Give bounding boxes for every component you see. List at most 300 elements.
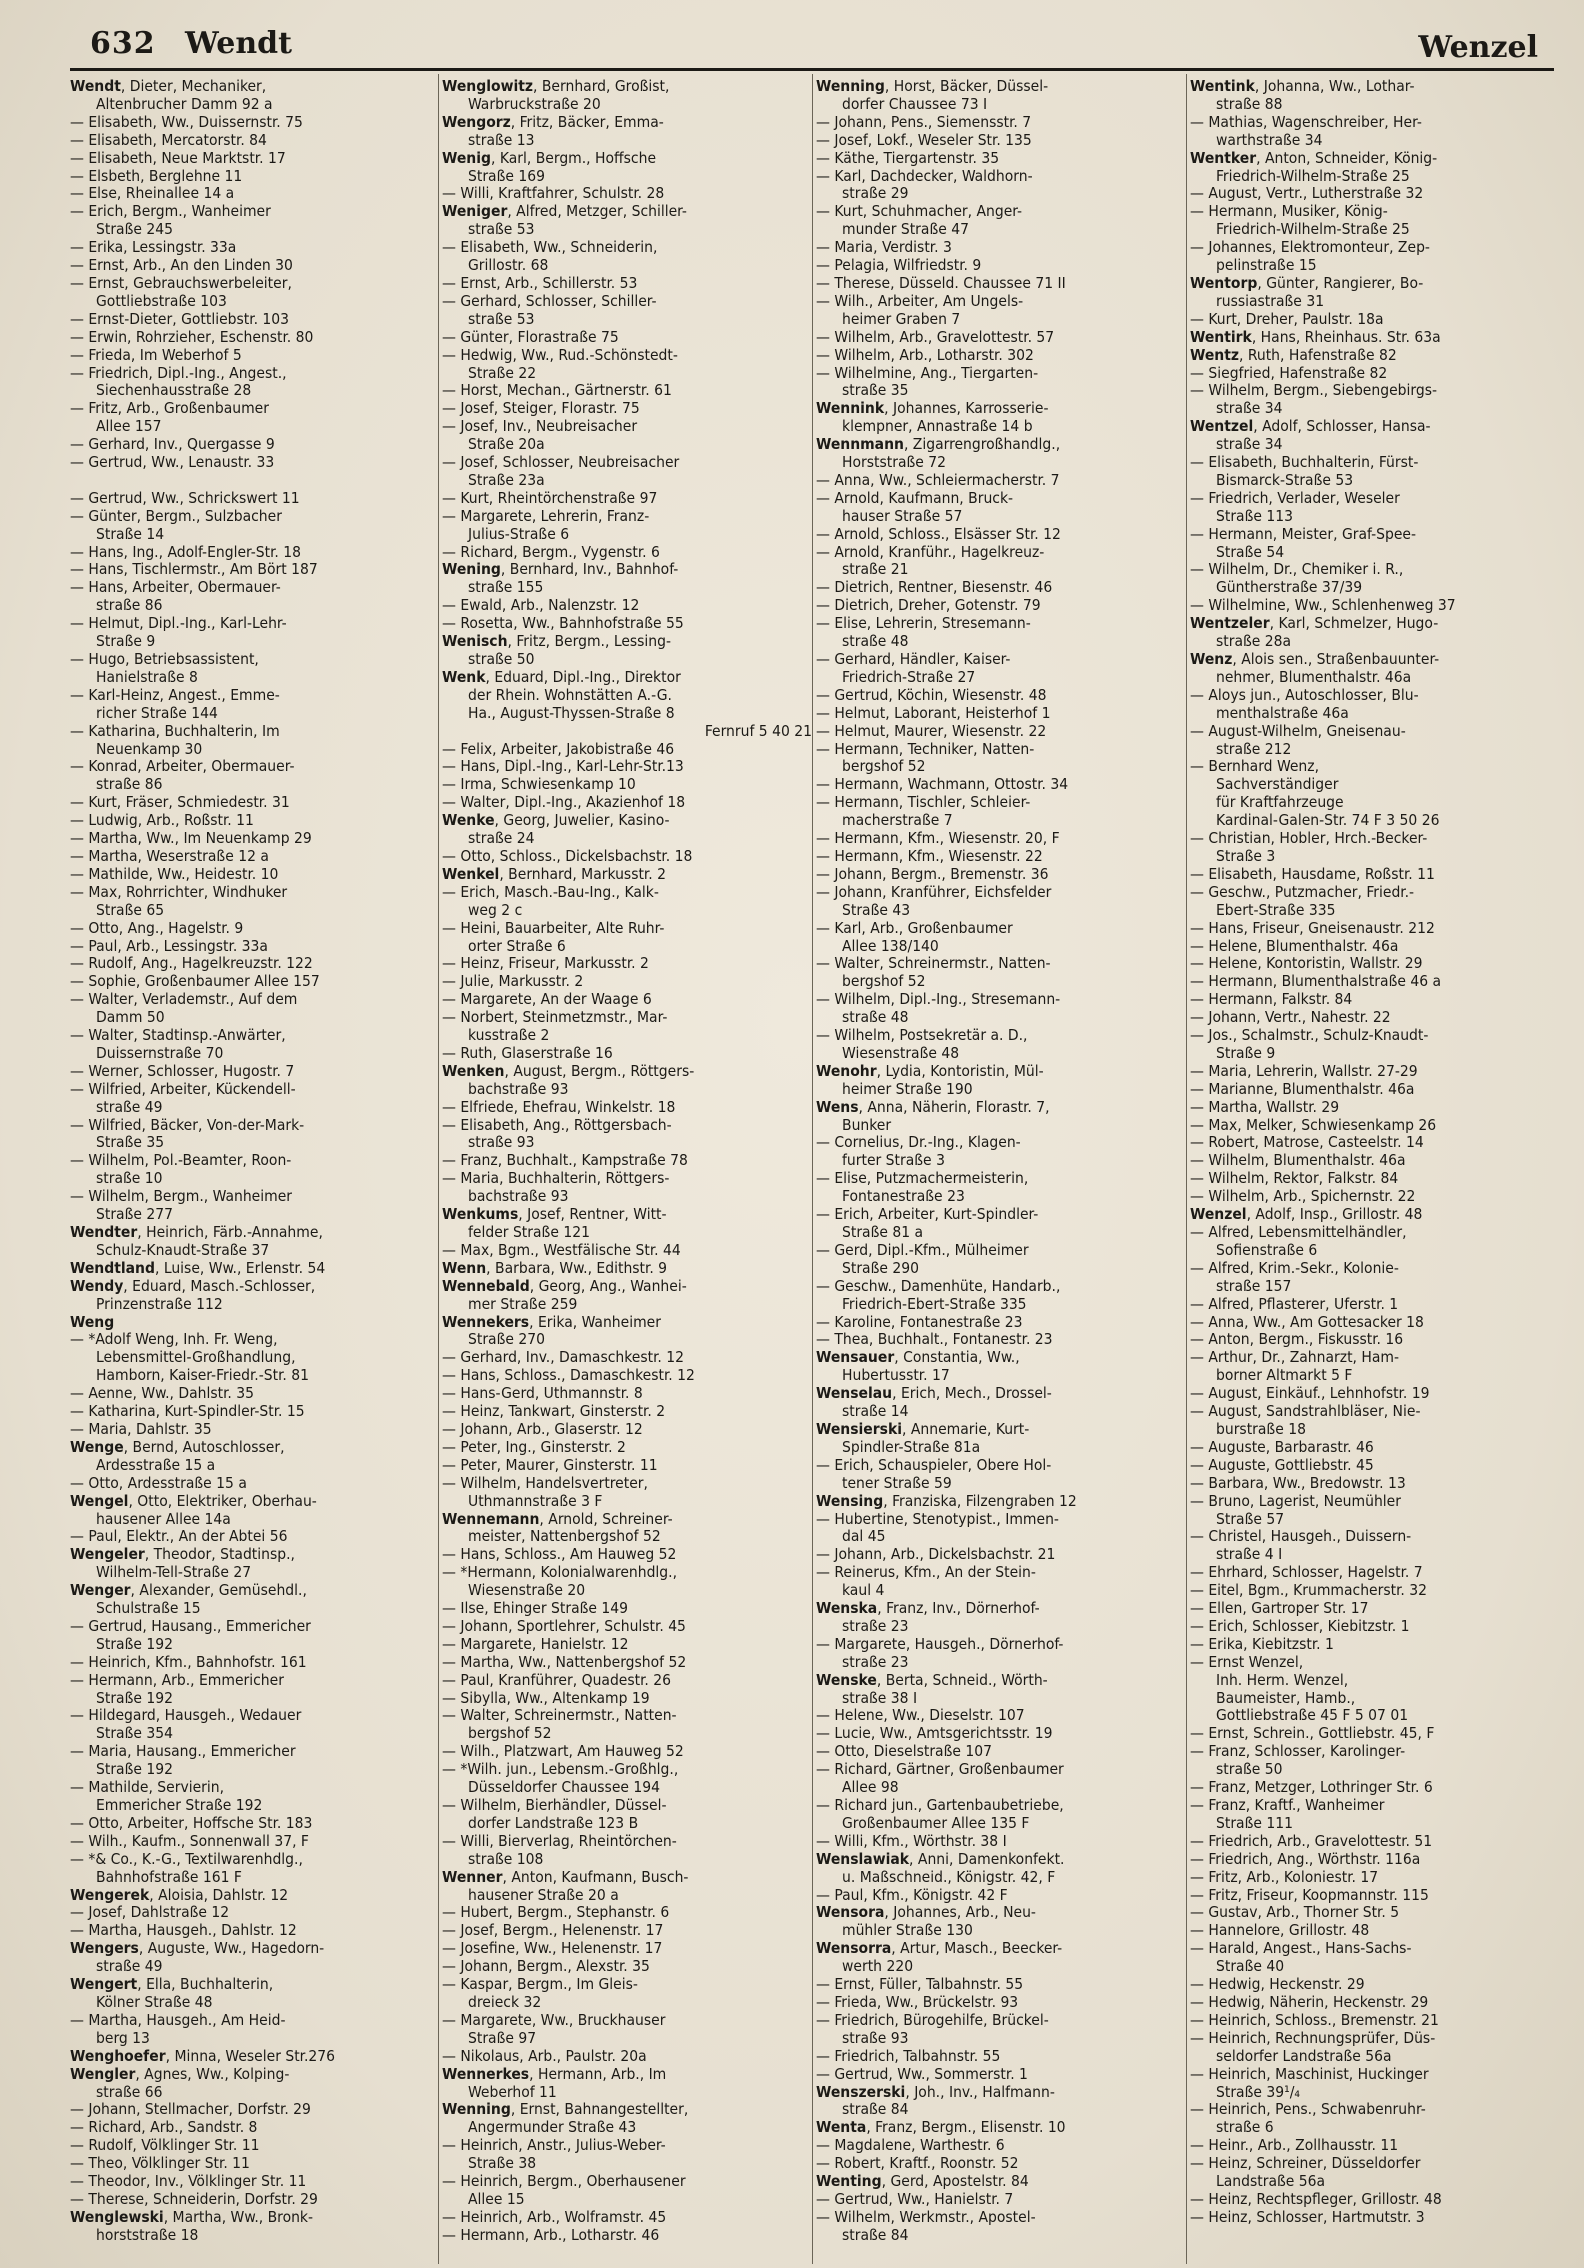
directory-line: — Norbert, Steinmetzmstr., Mar- xyxy=(442,1008,668,1027)
directory-line: Güntherstraße 37/39 xyxy=(1216,578,1363,597)
directory-column-3 xyxy=(816,78,1190,2266)
directory-line: straße 66 xyxy=(96,2082,163,2101)
directory-line: bachstraße 93 xyxy=(468,1187,569,1206)
directory-line: — Karl, Dachdecker, Waldhorn- xyxy=(816,166,1033,185)
directory-line: Wenslawiak, Anni, Damenkonfekt. xyxy=(816,1849,1065,1868)
directory-line: — *& Co., K.-G., Textilwarenhdlg., xyxy=(70,1849,303,1868)
directory-line: — Helmut, Laborant, Heisterhof 1 xyxy=(816,703,1051,722)
directory-line: — Gertrud, Köchin, Wiesenstr. 48 xyxy=(816,685,1047,704)
directory-line: — Frieda, Im Weberhof 5 xyxy=(70,345,242,364)
directory-line: — Hans, Tischlermstr., Am Bört 187 xyxy=(70,560,318,579)
directory-line: Weberhof 11 xyxy=(468,2082,557,2101)
directory-line: Wenk, Eduard, Dipl.-Ing., Direktor xyxy=(442,667,681,686)
directory-line: — Heinz, Schlosser, Hartmutstr. 3 xyxy=(1190,2207,1425,2226)
directory-line: — Marianne, Blumenthalstr. 46a xyxy=(1190,1079,1415,1098)
directory-line: Wenting, Gerd, Apostelstr. 84 xyxy=(816,2172,1029,2191)
directory-line: Sachverständiger xyxy=(1216,775,1339,794)
directory-line: — Kurt, Schuhmacher, Anger- xyxy=(816,202,1023,221)
directory-line: straße 34 xyxy=(1216,399,1283,418)
directory-line: macherstraße 7 xyxy=(842,811,953,830)
directory-line: heimer Straße 190 xyxy=(842,1079,973,1098)
directory-line: Wenig, Karl, Bergm., Hoffsche xyxy=(442,148,657,167)
directory-line: — Gertrud, Ww., Hanielstr. 7 xyxy=(816,2189,1014,2208)
directory-line: Wenz, Alois sen., Straßenbauunter- xyxy=(1190,650,1440,668)
directory-line: Wentker, Anton, Schneider, König- xyxy=(1190,148,1438,167)
directory-line: — Wilfried, Arbeiter, Kückendell- xyxy=(70,1079,296,1098)
directory-line: — Walter, Schreinermstr., Natten- xyxy=(442,1706,677,1725)
directory-line: Wenning, Horst, Bäcker, Düssel- xyxy=(816,78,1049,95)
directory-line: — Therese, Schneiderin, Dorfstr. 29 xyxy=(70,2189,318,2208)
directory-line: klempner, Annastraße 14 b xyxy=(842,417,1033,436)
directory-line: Spindler-Straße 81a xyxy=(842,1437,981,1456)
directory-line: Wensing, Franziska, Filzengraben 12 xyxy=(816,1491,1077,1510)
directory-line: — Martha, Hausgeh., Am Heid- xyxy=(70,2010,286,2029)
directory-line: Straße 43 xyxy=(842,900,911,919)
directory-line: — Fritz, Friseur, Koopmannstr. 115 xyxy=(1190,1885,1429,1904)
directory-line: — Johann, Kranführer, Eichsfelder xyxy=(816,882,1052,901)
directory-line: straße 28a xyxy=(1216,632,1292,651)
directory-line: — Heinrich, Maschinist, Huckinger xyxy=(1190,2064,1429,2083)
directory-line: Friedrich-Straße 27 xyxy=(842,667,976,686)
directory-line: — Alfred, Krim.-Sekr., Kolonie- xyxy=(1190,1258,1399,1277)
directory-line: — Elisabeth, Buchhalterin, Fürst- xyxy=(1190,453,1419,472)
directory-line: — Gerhard, Schlosser, Schiller- xyxy=(442,291,657,310)
directory-line: — Josef, Schlosser, Neubreisacher xyxy=(442,453,680,472)
directory-line: — Elisabeth, Ang., Röttgersbach- xyxy=(442,1115,672,1134)
directory-line: — Gertrud, Ww., Sommerstr. 1 xyxy=(816,2064,1028,2083)
directory-line: — Otto, Dieselstraße 107 xyxy=(816,1742,992,1761)
directory-line: — Irma, Schwiesenkamp 10 xyxy=(442,775,636,794)
directory-line: — Heini, Bauarbeiter, Alte Ruhr- xyxy=(442,918,665,937)
directory-line: Straße 270 xyxy=(468,1330,546,1349)
directory-line: — Ellen, Gartroper Str. 17 xyxy=(1190,1599,1369,1618)
directory-line: — Margarete, Lehrerin, Franz- xyxy=(442,506,650,525)
directory-line: — Rudolf, Ang., Hagelkreuzstr. 122 xyxy=(70,954,313,973)
directory-line: Emmericher Straße 192 xyxy=(96,1796,263,1814)
directory-line: — Hermann, Arb., Emmericher xyxy=(70,1670,284,1689)
directory-line: — Geschw., Putzmacher, Friedr.- xyxy=(1190,882,1415,901)
directory-line: Straße 3 xyxy=(1216,846,1276,865)
directory-line: Großenbaumer Allee 135 F xyxy=(842,1813,1030,1832)
directory-line: — Alfred, Lebensmittelhändler, xyxy=(1190,1223,1407,1241)
directory-line: — Friedrich, Dipl.-Ing., Angest., xyxy=(70,363,287,382)
directory-line: Straße 111 xyxy=(1216,1813,1294,1832)
directory-line: — Peter, Ing., Ginsterstr. 2 xyxy=(442,1437,626,1456)
directory-line: — Wilhelm, Dipl.-Ing., Stresemann- xyxy=(816,990,1061,1009)
directory-line: — Theo, Völklinger Str. 11 xyxy=(70,2154,250,2173)
directory-line: — Johannes, Elektromonteur, Zep- xyxy=(1190,238,1430,257)
directory-line: — Wilhelm, Werkmstr., Apostel- xyxy=(816,2207,1036,2226)
directory-line: — Paul, Kranführer, Quadestr. 26 xyxy=(442,1670,672,1689)
directory-line: straße 53 xyxy=(468,309,535,328)
directory-line: Wenzel, Adolf, Insp., Grillostr. 48 xyxy=(1190,1205,1423,1224)
directory-line: Wenning, Ernst, Bahnangestellter, xyxy=(442,2100,689,2119)
directory-line: — Walter, Verlademstr., Auf dem xyxy=(70,990,298,1009)
directory-line: straße 10 xyxy=(96,1169,163,1188)
directory-line: Straße 39¹/₄ xyxy=(1216,2082,1301,2101)
directory-line: — Ernst, Füller, Talbahnstr. 55 xyxy=(816,1975,1024,1994)
directory-line: Allee 138/140 xyxy=(842,936,939,955)
directory-line: — Wilh., Platzwart, Am Hauweg 52 xyxy=(442,1742,684,1761)
directory-line: Straße 169 xyxy=(468,166,546,185)
directory-line: — Ewald, Arb., Nalenzstr. 12 xyxy=(442,596,640,615)
directory-line: — Maria, Hausang., Emmericher xyxy=(70,1742,296,1761)
directory-line: — Gerhard, Inv., Damaschkestr. 12 xyxy=(442,1348,684,1367)
directory-line: — Mathias, Wagenschreiber, Her- xyxy=(1190,112,1422,131)
directory-line: dorfer Landstraße 123 B xyxy=(468,1813,639,1832)
directory-line: — Dietrich, Dreher, Gotenstr. 79 xyxy=(816,596,1041,615)
directory-line: hausener Straße 20 a xyxy=(468,1885,619,1904)
header-last-entry: Wenzel xyxy=(1418,30,1538,65)
directory-line: — Gertrud, Ww., Lenaustr. 33 xyxy=(70,453,275,472)
directory-line: — Ehrhard, Schlosser, Hagelstr. 7 xyxy=(1190,1563,1423,1582)
directory-line: bergshof 52 xyxy=(842,757,926,776)
directory-line: orter Straße 6 xyxy=(468,936,566,955)
directory-line: — Wilhelm, Bergm., Wanheimer xyxy=(70,1187,293,1206)
directory-line: — Josef, Inv., Neubreisacher xyxy=(442,417,638,436)
directory-line: Wenken, August, Bergm., Röttgers- xyxy=(442,1061,695,1080)
directory-line: Landstraße 56a xyxy=(1216,2172,1326,2191)
directory-line: straße 23 xyxy=(842,1652,909,1671)
directory-line: Weniger, Alfred, Metzger, Schiller- xyxy=(442,202,687,221)
directory-line: — Katharina, Buchhalterin, Im xyxy=(70,721,280,740)
directory-line: — Heinz, Tankwart, Ginsterstr. 2 xyxy=(442,1402,666,1421)
directory-line: Gottliebstraße 45 F 5 07 01 xyxy=(1216,1706,1409,1725)
directory-line: Straße 57 xyxy=(1216,1509,1285,1528)
directory-line: — Wilfried, Bäcker, Von-der-Mark- xyxy=(70,1115,305,1134)
directory-line: — Wilhelm, Blumenthalstr. 46a xyxy=(1190,1151,1406,1170)
directory-line: — Heinrich, Bergm., Oberhausener xyxy=(442,2172,686,2191)
directory-line: Straße 65 xyxy=(96,900,165,919)
directory-line: — Eitel, Bgm., Krummacherstr. 32 xyxy=(1190,1581,1428,1600)
directory-line: Sofienstraße 6 xyxy=(1216,1240,1318,1259)
directory-line: Straße 113 xyxy=(1216,506,1294,525)
directory-line: — Ernst Wenzel, xyxy=(1190,1652,1304,1671)
directory-line: Allee 98 xyxy=(842,1778,899,1797)
directory-line: Weng xyxy=(70,1312,115,1331)
directory-line: — Hannelore, Grillostr. 48 xyxy=(1190,1921,1370,1940)
directory-line: — Wilhelm, Bergm., Siebengebirgs- xyxy=(1190,381,1438,400)
directory-line: Friedrich-Wilhelm-Straße 25 xyxy=(1216,166,1410,185)
directory-line: Ebert-Straße 335 xyxy=(1216,900,1336,919)
directory-line: — Christel, Hausgeh., Duissern- xyxy=(1190,1527,1412,1546)
directory-line: Fontanestraße 23 xyxy=(842,1187,965,1206)
directory-line: — Friedrich, Arb., Gravelottestr. 51 xyxy=(1190,1831,1433,1850)
directory-line: — Heinrich, Schloss., Bremenstr. 21 xyxy=(1190,2010,1439,2029)
directory-line: Schulstraße 15 xyxy=(96,1599,201,1618)
directory-line: — Richard, Bergm., Vygenstr. 6 xyxy=(442,542,660,561)
directory-line: — Käthe, Tiergartenstr. 35 xyxy=(816,148,1000,167)
directory-line: Straße 290 xyxy=(842,1258,920,1277)
directory-line: — Otto, Arbeiter, Hoffsche Str. 183 xyxy=(70,1813,313,1832)
directory-line: — Anna, Ww., Am Gottesacker 18 xyxy=(1190,1312,1424,1331)
directory-line: Wening, Bernhard, Inv., Bahnhof- xyxy=(442,560,679,579)
directory-line: straße 86 xyxy=(96,775,163,794)
directory-line: warthstraße 34 xyxy=(1216,130,1323,149)
directory-line: Wentorp, Günter, Rangierer, Bo- xyxy=(1190,273,1424,292)
directory-line: Wenisch, Fritz, Bergm., Lessing- xyxy=(442,632,672,651)
directory-line: Wengeler, Theodor, Stadtinsp., xyxy=(70,1545,295,1564)
directory-line: — Gertrud, Ww., Schrickswert 11 xyxy=(70,488,300,507)
directory-line: — August-Wilhelm, Gneisenau- xyxy=(1190,721,1406,740)
directory-line: kaul 4 xyxy=(842,1581,885,1600)
directory-line: Julius-Straße 6 xyxy=(468,524,570,543)
directory-line: — Ruth, Glaserstraße 16 xyxy=(442,1043,613,1062)
directory-line: bergshof 52 xyxy=(468,1724,552,1743)
directory-line: — Wilhelm, Arb., Gravelottestr. 57 xyxy=(816,327,1055,346)
directory-line: Wenge, Bernd, Autoschlosser, xyxy=(70,1437,285,1456)
directory-line: — Hermann, Kfm., Wiesenstr. 22 xyxy=(816,846,1043,865)
directory-line: — Hubert, Bergm., Stephanstr. 6 xyxy=(442,1903,670,1922)
directory-line: — Heinz, Schreiner, Düsseldorfer xyxy=(1190,2154,1421,2173)
directory-line: straße 38 I xyxy=(842,1688,918,1707)
directory-line: — Elisabeth, Neue Marktstr. 17 xyxy=(70,148,286,167)
directory-line: Straße 277 xyxy=(96,1205,174,1224)
directory-line: Wengel, Otto, Elektriker, Oberhau- xyxy=(70,1491,317,1510)
directory-line: meister, Nattenbergshof 52 xyxy=(468,1527,661,1546)
directory-line: straße 50 xyxy=(1216,1760,1283,1779)
directory-line: Warbruckstraße 20 xyxy=(468,94,601,113)
directory-line: straße 50 xyxy=(468,650,535,668)
directory-line: Prinzenstraße 112 xyxy=(96,1294,223,1313)
directory-line: — Heinrich, Pens., Schwabenruhr- xyxy=(1190,2100,1426,2119)
directory-line: — Max, Melker, Schwiesenkamp 26 xyxy=(1190,1115,1437,1134)
page-header xyxy=(70,22,1558,74)
directory-line: borner Altmarkt 5 F xyxy=(1216,1366,1353,1385)
directory-line: — Helene, Ww., Dieselstr. 107 xyxy=(816,1706,1025,1725)
directory-line: Wennmann, Zigarrengroßhandlg., xyxy=(816,435,1061,454)
directory-line: Wendt, Dieter, Mechaniker, xyxy=(70,78,267,95)
directory-line: — Hermann, Blumenthalstraße 46 a xyxy=(1190,972,1442,991)
directory-line: heimer Graben 7 xyxy=(842,309,961,328)
directory-line: Wensauer, Constantia, Ww., xyxy=(816,1348,1020,1367)
directory-line: Wenselau, Erich, Mech., Drossel- xyxy=(816,1384,1052,1403)
directory-line: straße 88 xyxy=(1216,94,1283,113)
directory-line: — Hermann, Falkstr. 84 xyxy=(1190,990,1353,1009)
directory-line: — Heinrich, Rechnungsprüfer, Düs- xyxy=(1190,2028,1436,2047)
directory-line: Wengerek, Aloisia, Dahlstr. 12 xyxy=(70,1885,289,1904)
directory-line: — Siegfried, Hafenstraße 82 xyxy=(1190,363,1388,382)
directory-line: — Jos., Schalmstr., Schulz-Knaudt- xyxy=(1190,1026,1429,1045)
directory-line: Wentink, Johanna, Ww., Lothar- xyxy=(1190,78,1415,95)
directory-line: straße 84 xyxy=(842,2100,909,2119)
directory-line: — Magdalene, Warthestr. 6 xyxy=(816,2136,1005,2155)
directory-line: — Walter, Dipl.-Ing., Akazienhof 18 xyxy=(442,793,686,812)
directory-line: — Erika, Kiebitzstr. 1 xyxy=(1190,1634,1334,1653)
directory-line: — Johann, Pens., Siemensstr. 7 xyxy=(816,112,1032,131)
directory-line: Wentirk, Hans, Rheinhaus. Str. 63a xyxy=(1190,327,1441,346)
directory-line: — August, Einkäuf., Lehnhofstr. 19 xyxy=(1190,1384,1430,1403)
directory-line: Straße 97 xyxy=(468,2028,537,2047)
directory-line: — Erika, Lessingstr. 33a xyxy=(70,238,237,257)
directory-line: — Ernst-Dieter, Gottliebstr. 103 xyxy=(70,309,290,328)
directory-line: — Willi, Kraftfahrer, Schulstr. 28 xyxy=(442,184,665,203)
directory-line: — *Wilh. jun., Lebensm.-Großhlg., xyxy=(442,1760,679,1779)
directory-line: — Franz, Kraftf., Wanheimer xyxy=(1190,1796,1385,1814)
directory-line: — Rosetta, Ww., Bahnhofstraße 55 xyxy=(442,614,684,633)
directory-line: — *Hermann, Kolonialwarenhdlg., xyxy=(442,1563,678,1582)
directory-line: — Barbara, Ww., Bredowstr. 13 xyxy=(1190,1473,1406,1492)
directory-line: straße 29 xyxy=(842,184,909,203)
directory-line: Wenske, Berta, Schneid., Wörth- xyxy=(816,1670,1048,1689)
directory-line: Allee 15 xyxy=(468,2189,525,2208)
directory-line: — Christian, Hobler, Hrch.-Becker- xyxy=(1190,829,1428,848)
directory-line: — Hildegard, Hausgeh., Wedauer xyxy=(70,1706,302,1725)
directory-line: — Hubertine, Stenotypist., Immen- xyxy=(816,1509,1059,1528)
directory-line: — Hedwig, Näherin, Heckenstr. 29 xyxy=(1190,1992,1429,2011)
directory-line: bachstraße 93 xyxy=(468,1079,569,1098)
directory-line: straße 4 I xyxy=(1216,1545,1283,1564)
directory-line: — Therese, Düsseld. Chaussee 71 II xyxy=(816,273,1066,292)
directory-line: — Hans, Arbeiter, Obermauer- xyxy=(70,578,281,597)
directory-line: — Friedrich, Ang., Wörthstr. 116a xyxy=(1190,1849,1421,1868)
directory-line: Wennekers, Erika, Wanheimer xyxy=(442,1312,661,1331)
directory-line: — Hans, Dipl.-Ing., Karl-Lehr-Str.13 xyxy=(442,757,684,776)
directory-line: straße 108 xyxy=(468,1849,544,1868)
directory-line: Straße 38 xyxy=(468,2154,537,2173)
directory-line: Wensorra, Artur, Masch., Beecker- xyxy=(816,1939,1063,1958)
directory-line: — Hans, Schloss., Damaschkestr. 12 xyxy=(442,1366,695,1385)
directory-column-1 xyxy=(70,78,444,2266)
directory-line: — Johann, Sportlehrer, Schulstr. 45 xyxy=(442,1616,686,1635)
directory-line: Wennerkes, Hermann, Arb., Im xyxy=(442,2064,667,2083)
directory-line: — Josef, Steiger, Florastr. 75 xyxy=(442,399,640,418)
directory-line: Uthmannstraße 3 F xyxy=(468,1491,603,1510)
directory-line: — Erich, Arbeiter, Kurt-Spindler- xyxy=(816,1205,1039,1224)
directory-line: Friedrich-Ebert-Straße 335 xyxy=(842,1294,1027,1313)
directory-line: — Heinz, Rechtspfleger, Grillostr. 48 xyxy=(1190,2189,1442,2208)
directory-line: Altenbrucher Damm 92 a xyxy=(96,94,273,113)
directory-line: — Richard, Gärtner, Großenbaumer xyxy=(816,1760,1064,1779)
directory-line: — Aloys jun., Autoschlosser, Blu- xyxy=(1190,685,1419,704)
directory-line: — Anton, Bergm., Fiskusstr. 16 xyxy=(1190,1330,1404,1349)
directory-line: — Johann, Stellmacher, Dorfstr. 29 xyxy=(70,2100,311,2119)
directory-line: — Friedrich, Bürogehilfe, Brückel- xyxy=(816,2010,1049,2029)
directory-line: — Thea, Buchhalt., Fontanestr. 23 xyxy=(816,1330,1053,1349)
directory-line: Wenglowitz, Bernhard, Großist, xyxy=(442,78,670,95)
directory-line: — Margarete, Hanielstr. 12 xyxy=(442,1634,629,1653)
directory-line: Wensora, Johannes, Arb., Neu- xyxy=(816,1903,1036,1922)
directory-line: — Wilhelm, Arb., Spichernstr. 22 xyxy=(1190,1187,1416,1206)
directory-line: — Wilhelm, Postsekretär a. D., xyxy=(816,1026,1028,1045)
directory-line: — Geschw., Damenhüte, Handarb., xyxy=(816,1276,1061,1295)
directory-line: — Wilhelm, Dr., Chemiker i. R., xyxy=(1190,560,1404,579)
directory-line: — Heinr., Arb., Zollhausstr. 11 xyxy=(1190,2136,1399,2155)
directory-line: — Otto, Ardesstraße 15 a xyxy=(70,1473,247,1492)
directory-line: Kardinal-Galen-Str. 74 F 3 50 26 xyxy=(1216,811,1440,830)
directory-line: — Gerhard, Händler, Kaiser- xyxy=(816,650,1011,668)
directory-line: Hamborn, Kaiser-Friedr.-Str. 81 xyxy=(96,1366,309,1385)
directory-line: Angermunder Straße 43 xyxy=(468,2118,637,2137)
directory-line: munder Straße 47 xyxy=(842,220,969,239)
directory-line: — Hermann, Tischler, Schleier- xyxy=(816,793,1031,812)
directory-line: Wilhelm-Tell-Straße 27 xyxy=(96,1563,252,1582)
directory-line: bergshof 52 xyxy=(842,972,926,991)
directory-line: — Johann, Bergm., Bremenstr. 36 xyxy=(816,864,1049,883)
directory-line: — Peter, Maurer, Ginsterstr. 11 xyxy=(442,1455,658,1474)
directory-line: Wiesenstraße 20 xyxy=(468,1581,586,1600)
directory-line: Wenska, Franz, Inv., Dörnerhof- xyxy=(816,1599,1040,1618)
directory-line: — Heinrich, Anstr., Julius-Weber- xyxy=(442,2136,666,2155)
directory-line: straße 93 xyxy=(842,2028,909,2047)
directory-line: Wensierski, Annemarie, Kurt- xyxy=(816,1419,1030,1438)
directory-line: — Günter, Bergm., Sulzbacher xyxy=(70,506,282,525)
directory-line: Wennemann, Arnold, Schreiner- xyxy=(442,1509,673,1528)
directory-line: — Hans, Schloss., Am Hauweg 52 xyxy=(442,1545,677,1564)
directory-line: Wenta, Franz, Bergm., Elisenstr. 10 xyxy=(816,2118,1066,2137)
directory-line: — Arnold, Kranführ., Hagelkreuz- xyxy=(816,542,1045,561)
directory-line: — Paul, Elektr., An der Abtei 56 xyxy=(70,1527,288,1546)
directory-line: — Heinz, Friseur, Markusstr. 2 xyxy=(442,954,649,973)
directory-line: — Cornelius, Dr.-Ing., Klagen- xyxy=(816,1133,1021,1152)
directory-line: straße 157 xyxy=(1216,1276,1292,1295)
directory-line: — Hermann, Arb., Lotharstr. 46 xyxy=(442,2225,660,2244)
directory-line: — Walter, Schreinermstr., Natten- xyxy=(816,954,1051,973)
directory-line: Grillostr. 68 xyxy=(468,256,549,275)
directory-line: Wenglewski, Martha, Ww., Bronk- xyxy=(70,2207,314,2226)
directory-line: Neuenkamp 30 xyxy=(96,739,203,758)
directory-line: — Ludwig, Arb., Roßstr. 11 xyxy=(70,811,254,830)
directory-line: Straße 54 xyxy=(1216,542,1285,561)
directory-line: Straße 14 xyxy=(96,524,165,543)
directory-line: burstraße 18 xyxy=(1216,1419,1306,1438)
directory-line: pelinstraße 15 xyxy=(1216,256,1317,275)
directory-line: — Hans, Friseur, Gneisenaustr. 212 xyxy=(1190,918,1435,937)
directory-line: Wenner, Anton, Kaufmann, Busch- xyxy=(442,1867,689,1886)
directory-line: Wiesenstraße 48 xyxy=(842,1043,960,1062)
directory-line: — Ernst, Schrein., Gottliebstr. 45, F xyxy=(1190,1724,1435,1743)
directory-line: — Reinerus, Kfm., An der Stein- xyxy=(816,1563,1036,1582)
directory-line: — Kurt, Dreher, Paulstr. 18a xyxy=(1190,309,1384,328)
directory-line: werth 220 xyxy=(842,1957,914,1976)
directory-line: — Rudolf, Völklinger Str. 11 xyxy=(70,2136,260,2155)
directory-line: — Alfred, Pflasterer, Uferstr. 1 xyxy=(1190,1294,1399,1313)
directory-line: — Gerd, Dipl.-Kfm., Mülheimer xyxy=(816,1240,1029,1259)
directory-line: — Helmut, Dipl.-Ing., Karl-Lehr- xyxy=(70,614,287,633)
directory-line: berg 13 xyxy=(96,2028,150,2047)
directory-line: Bunker xyxy=(842,1115,892,1134)
directory-line: Wengers, Auguste, Ww., Hagedorn- xyxy=(70,1939,325,1958)
directory-line: — Johann, Arb., Dickelsbachstr. 21 xyxy=(816,1545,1056,1564)
directory-line: Wenn, Barbara, Ww., Edithstr. 9 xyxy=(442,1258,668,1277)
directory-line: straße 23 xyxy=(842,1616,909,1635)
directory-line: — Hermann, Techniker, Natten- xyxy=(816,739,1035,758)
directory-line: — Fritz, Arb., Koloniestr. 17 xyxy=(1190,1867,1379,1886)
directory-line: Straße 192 xyxy=(96,1634,174,1653)
directory-line: Allee 157 xyxy=(96,417,162,436)
directory-line: horststraße 18 xyxy=(96,2225,199,2244)
directory-line: — Hermann, Musiker, König- xyxy=(1190,202,1388,221)
directory-line: — Robert, Matrose, Casteelstr. 14 xyxy=(1190,1133,1424,1152)
directory-line: — Else, Rheinallee 14 a xyxy=(70,184,235,203)
directory-line: Siechenhausstraße 28 xyxy=(96,381,252,400)
directory-line: — Werner, Schlosser, Hugostr. 7 xyxy=(70,1061,295,1080)
directory-line: straße 34 xyxy=(1216,435,1283,454)
directory-line: Wendtland, Luise, Ww., Erlenstr. 54 xyxy=(70,1258,326,1277)
directory-line: Wenkums, Josef, Rentner, Witt- xyxy=(442,1205,667,1224)
directory-line: — Hans, Ing., Adolf-Engler-Str. 18 xyxy=(70,542,302,561)
directory-line: — Elisabeth, Ww., Duissernstr. 75 xyxy=(70,112,303,131)
directory-line: — Karl-Heinz, Angest., Emme- xyxy=(70,685,280,704)
directory-line: — Josef, Lokf., Weseler Str. 135 xyxy=(816,130,1032,149)
directory-line: — Elisabeth, Mercatorstr. 84 xyxy=(70,130,267,149)
directory-line: straße 6 xyxy=(1216,2118,1274,2137)
directory-line: — Wilhelm, Rektor, Falkstr. 84 xyxy=(1190,1169,1399,1188)
directory-line: — Wilhelmine, Ww., Schlenhenweg 37 xyxy=(1190,596,1456,615)
directory-line: — Max, Bgm., Westfälische Str. 44 xyxy=(442,1240,681,1259)
directory-line: — Sophie, Großenbaumer Allee 157 xyxy=(70,972,320,991)
directory-line: — Otto, Ang., Hagelstr. 9 xyxy=(70,918,244,937)
